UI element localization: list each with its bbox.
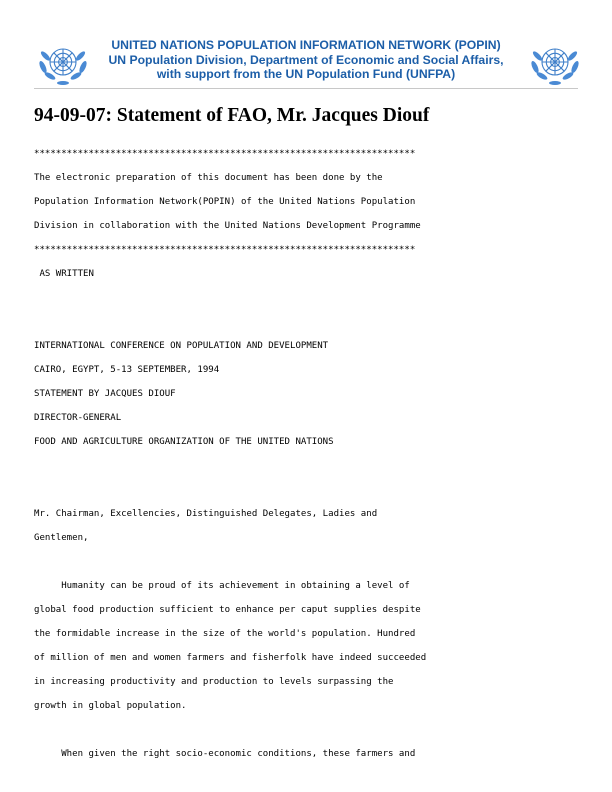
text-line: the formidable increase in the size of the world's population. Hundred: [34, 629, 416, 639]
un-emblem-icon: [38, 38, 88, 88]
popin-header-text: [92, 38, 520, 82]
text-line: of million of men and women farmers and fisherfolk have indeed succeeded: [34, 653, 427, 663]
text-line: [34, 550, 594, 574]
text-line: [34, 286, 594, 310]
page-title: 94-09-07: Statement of FAO, Mr. Jacques Diouf: [34, 105, 430, 126]
text-line: Division in collaboration with the United Nations Development Programme: [34, 221, 421, 231]
text-line: in increasing productivity and production to levels surpassing the: [34, 677, 394, 687]
text-line: DIRECTOR-GENERAL: [34, 413, 122, 423]
text-line: INTERNATIONAL CONFERENCE ON POPULATION AND DEVELOPMENT: [34, 341, 329, 351]
text-line: When given the right socio-economic conditions, these farmers and: [34, 749, 416, 759]
text-line: The electronic preparation of this document has been done by the: [34, 173, 383, 183]
text-line: Population Information Network(POPIN) of the United Nations Population: [34, 197, 416, 207]
header-line-2: UN Population Division, Department of Economic and Social Affairs,: [108, 52, 504, 67]
un-emblem-icon: [530, 38, 580, 88]
text-line: CAIRO, EGYPT, 5-13 SEPTEMBER, 1994: [34, 365, 220, 375]
text-line: Gentlemen,: [34, 533, 89, 543]
text-line: global food production sufficient to enhance per caput supplies despite: [34, 605, 421, 615]
text-line: STATEMENT BY JACQUES DIOUF: [34, 389, 176, 399]
text-line: **********************************************************************: [34, 149, 416, 159]
popin-header: [34, 36, 578, 90]
text-line: Humanity can be proud of its achievement in obtaining a level of: [34, 581, 410, 591]
text-line: [34, 478, 594, 502]
header-line-1: UNITED NATIONS POPULATION INFORMATION NETWORK (POPIN): [111, 38, 501, 52]
text-line: FOOD AND AGRICULTURE ORGANIZATION OF THE UNITED NATIONS: [34, 437, 334, 447]
document-body: [34, 142, 594, 766]
text-line: [34, 454, 594, 478]
text-line: **********************************************************************: [34, 245, 416, 255]
header-divider: [34, 88, 578, 89]
text-line: [34, 310, 594, 334]
text-line: growth in global population.: [34, 701, 187, 711]
header-line-3: with support from the UN Population Fund (UNFPA): [156, 67, 456, 82]
text-line: [34, 718, 594, 742]
text-line: AS WRITTEN: [34, 269, 94, 279]
text-line: Mr. Chairman, Excellencies, Distinguished Delegates, Ladies and: [34, 509, 378, 519]
